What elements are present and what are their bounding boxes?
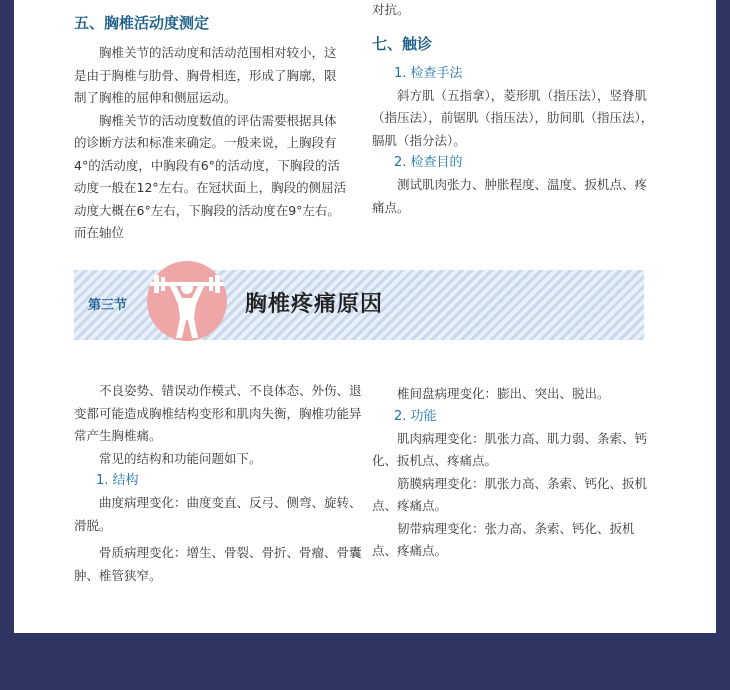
section-bottom-right (372, 383, 658, 563)
list-item: 韧带病理变化：张力高、条索、钙化、扳机点、疼痛点。 (372, 520, 635, 558)
paragraph: 斜方肌（五指拿），菱形肌（指压法），竖脊肌（指压法），前锯肌（指压法），肋间肌（指压法），膈肌（指分法）。 (372, 87, 654, 148)
subheading-purpose: 2. 检查目的 (394, 155, 463, 170)
paragraph-continuation: 椎间盘病理变化：膨出、突出、脱出。 (397, 386, 610, 401)
chapter-banner (74, 270, 704, 340)
paragraph: 测试肌肉张力、肿胀程度、温度、扳机点、疼痛点。 (372, 177, 648, 215)
list-item: 曲度病理变化：曲度变直、反弓、侧弯、旋转、滑脱。 (74, 495, 362, 533)
section-heading-mobility: 五、胸椎活动度测定 (74, 14, 210, 32)
section-label: 第三节 (88, 298, 128, 313)
section-heading-palpation: 七、触诊 (372, 34, 433, 53)
section-top-left (74, 12, 348, 245)
list-item: 筋膜病理变化：肌张力高、条索、钙化、扳机点、疼痛点。 (372, 475, 648, 513)
subheading-method: 1. 检查手法 (394, 65, 463, 81)
section-bottom-left (74, 380, 364, 587)
paragraph: 胸椎关节的活动度和活动范围相对较小，这是由于胸椎与肋骨、胸骨相连，形成了胸廓，限制了胸椎的屈伸和侧屈运动。 (74, 45, 337, 105)
paragraph-continuation: 对抗。 (372, 2, 410, 17)
chapter-title: 胸椎疼痛原因 (245, 292, 384, 317)
section-top-right (372, 0, 658, 219)
weightlifter-icon (144, 258, 230, 344)
paragraph: 胸椎关节的活动度数值的评估需要根据具体的诊断方法和标准来确定。一般来说，上胸段有4°的活动度，中胸段有6°的活动度，下胸段的活动度一般在12°左右。在冠状面上，胸段的侧屈活动度大概在6°左右，下胸段的活动度在9°左右。而在轴位 (74, 112, 347, 240)
document-page (14, 0, 716, 633)
list-item: 骨质病理变化：增生、骨裂、骨折、骨瘤、骨囊肿、椎管狭窄。 (74, 545, 362, 583)
list-item: 肌肉病理变化：肌张力高、肌力弱、条索、钙化、扳机点、疼痛点。 (372, 430, 648, 468)
subheading-function: 2. 功能 (394, 408, 437, 424)
paragraph: 常见的结构和功能问题如下。 (99, 450, 262, 466)
paragraph: 不良姿势、错误动作模式、不良体态、外伤、退变都可能造成胸椎结构变形和肌肉失衡，胸椎功能异常产生胸椎痛。 (74, 383, 362, 443)
subheading-structure: 1. 结构 (96, 473, 139, 488)
